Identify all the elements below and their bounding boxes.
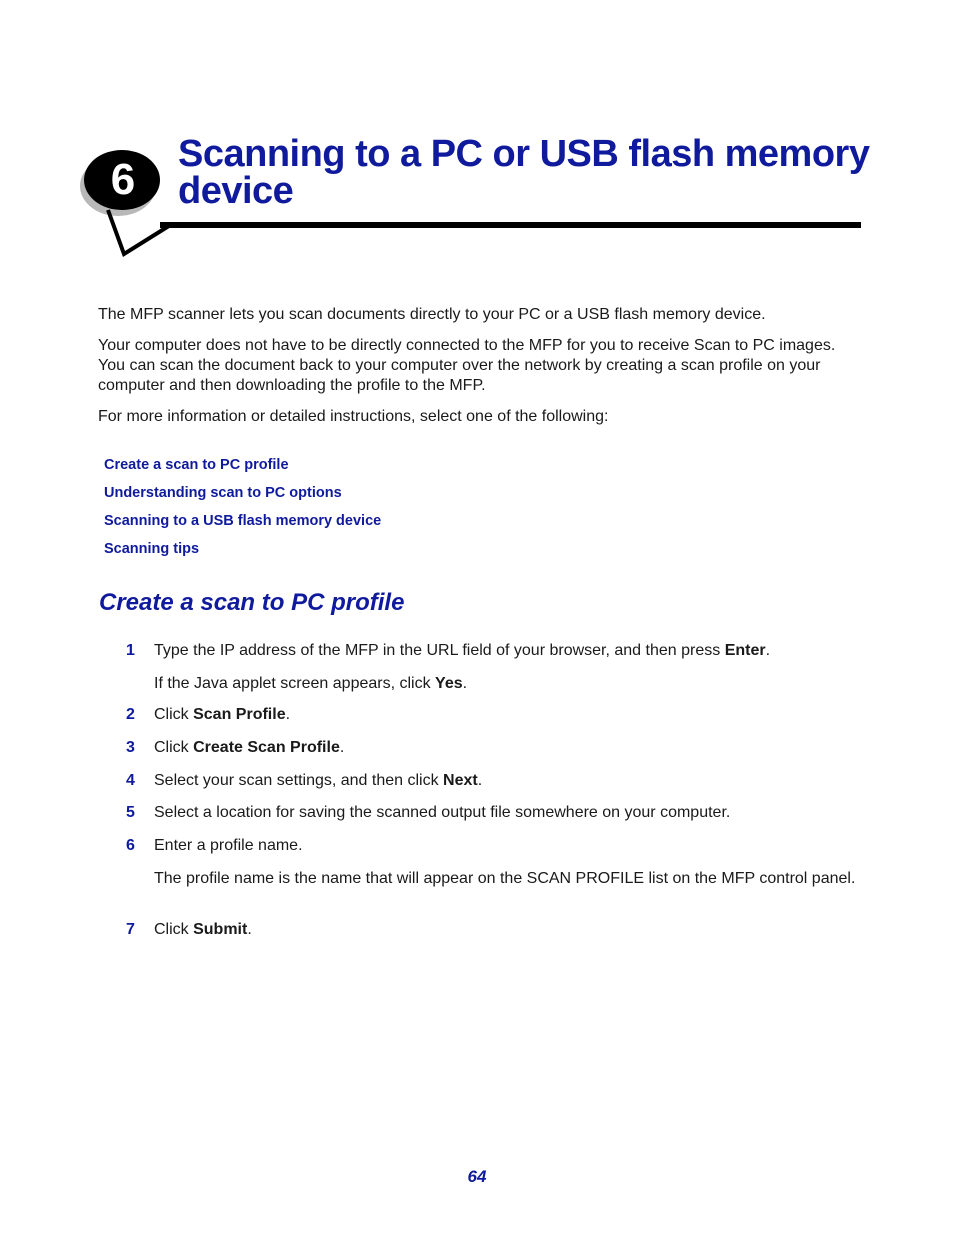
step-text xyxy=(154,771,864,791)
step-text-body: Click xyxy=(154,706,194,723)
step-note-body: If the Java applet screen appears, click xyxy=(154,675,436,692)
step-number: 5 xyxy=(126,804,135,821)
step-note-bold: Yes xyxy=(435,675,463,692)
page-number: 64 xyxy=(467,1167,487,1186)
chapter-number-badge xyxy=(80,148,168,210)
step-number: 6 xyxy=(126,837,135,854)
step-text-after: . xyxy=(247,921,252,938)
step-text xyxy=(154,920,864,940)
step-number: 1 xyxy=(126,642,135,659)
step-text-bold: Create Scan Profile xyxy=(193,739,340,756)
chapter-number: 6 xyxy=(110,155,136,204)
step-text-after: . xyxy=(285,706,291,723)
step-number: 3 xyxy=(126,739,135,756)
step-text-body: Click xyxy=(154,921,194,938)
step-text xyxy=(154,705,864,725)
section-heading: Create a scan to PC profile xyxy=(99,589,405,616)
step-number: 7 xyxy=(126,921,135,938)
toc-link-create-scan-profile[interactable]: Create a scan to PC profile xyxy=(104,457,289,473)
step-text: Enter a profile name. xyxy=(154,837,303,854)
toc-link-scan-options[interactable]: Understanding scan to PC options xyxy=(104,485,342,501)
step-text-bold: Next xyxy=(443,772,478,789)
step-number: 2 xyxy=(126,706,135,723)
step-number: 4 xyxy=(126,772,135,789)
step-text-bold: Scan Profile xyxy=(193,706,286,723)
step-text-after: . xyxy=(765,642,771,659)
intro-paragraph-1: The MFP scanner lets you scan documents directly to your PC or a USB flash memory device. xyxy=(98,306,766,323)
step-text xyxy=(154,738,864,758)
step-text xyxy=(154,641,864,661)
step-note-after: . xyxy=(462,675,468,692)
step-text-bold: Submit xyxy=(193,921,248,938)
step-text-body: Select your scan settings, and then click xyxy=(154,772,444,789)
step-text-after: . xyxy=(477,772,483,789)
step-text: Select a location for saving the scanned output file somewhere on your computer. xyxy=(154,804,731,821)
toc-link-scanning-tips[interactable]: Scanning tips xyxy=(104,541,200,557)
step-text-body: Type the IP address of the MFP in the URL field of your browser, and then press xyxy=(154,642,725,659)
step-note: The profile name is the name that will appear on the SCAN PROFILE list on the MFP control panel. xyxy=(154,870,856,887)
title-rule xyxy=(160,222,861,228)
intro-paragraph-2: Your computer does not have to be directly connected to the MFP for you to receive Scan to PC images. You can scan the document back to your computer over the network by creating a scan profile on your computer and then downloading the profile to the MFP. xyxy=(98,337,836,394)
step-text-after: . xyxy=(339,739,345,756)
chapter-title: Scanning to a PC or USB flash memory device xyxy=(178,133,870,212)
step-text-body: Click xyxy=(154,739,194,756)
step-text-bold: Enter xyxy=(724,642,766,659)
toc-link-usb-flash[interactable]: Scanning to a USB flash memory device xyxy=(104,513,382,529)
intro-paragraph-3: For more information or detailed instructions, select one of the following: xyxy=(98,408,609,425)
step-note xyxy=(154,674,864,694)
